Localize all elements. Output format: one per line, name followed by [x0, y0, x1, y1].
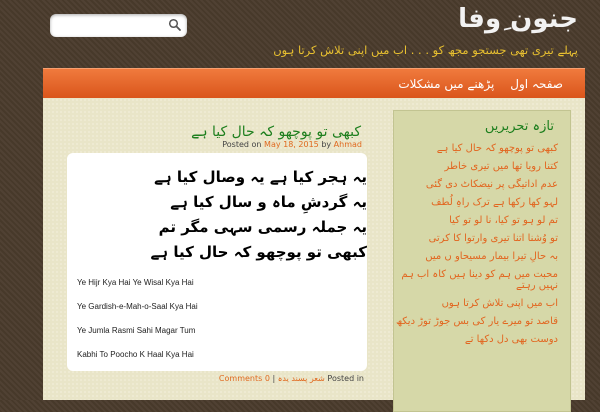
search-box: [50, 14, 187, 37]
by-label: by: [321, 140, 332, 149]
recent-post-link[interactable]: دوست بھی دل دکھا تے: [464, 334, 558, 345]
roman-transliteration: [77, 276, 198, 371]
nav-item-home[interactable]: صفحہ اول: [510, 77, 563, 91]
search-icon[interactable]: [168, 18, 182, 32]
poetry-line: یہ گردشِ ماہ و سال کیا ہے: [170, 193, 367, 211]
roman-line: Ye Gardish-e-Mah-o-Saal Kya Hai: [77, 302, 198, 311]
roman-line: Ye Hijr Kya Hai Ye Wisal Kya Hai: [77, 278, 194, 287]
recent-post-link[interactable]: محبت میں ہم کو دینا ہیں کاہ اب ہم نہیں رہتے: [401, 269, 558, 291]
recent-post-link[interactable]: عدم اداتیگی پر نیضکاٹ دی گئی: [425, 179, 558, 190]
post-title[interactable]: کبھی تو پوچھو کہ حال کیا ہے: [191, 124, 361, 140]
post-date-link[interactable]: May 18, 2015: [264, 140, 319, 149]
poetry-verses: [77, 165, 367, 265]
posted-in-label: Posted in: [327, 374, 364, 383]
poetry-line: یہ جملہ رسمی سہی مگر تم: [158, 218, 367, 236]
search-input[interactable]: [54, 16, 166, 36]
post-author-link[interactable]: Ahmad: [333, 140, 362, 149]
poetry-line: یہ ہجر کیا ہے یہ وصال کیا ہے: [154, 168, 367, 186]
roman-line: Kabhi To Poocho K Haal Kya Hai: [77, 350, 194, 359]
site-title[interactable]: جنون ِوفا: [458, 4, 578, 34]
main-nav: [43, 68, 585, 99]
recent-post-link[interactable]: لہو کھا رکھا ہے ترک راہِ لُطف: [431, 197, 558, 208]
comments-link[interactable]: Comments 0: [218, 374, 270, 383]
recent-posts-title: تازہ تحریریں: [484, 119, 554, 134]
recent-post-link[interactable]: کتنا رویا تھا میں تیری خاطر: [444, 161, 558, 172]
page-body: [43, 98, 585, 400]
recent-post-link[interactable]: اب میں اپنی تلاش کرتا ہوں: [441, 298, 558, 309]
footer-separator: |: [272, 374, 276, 383]
recent-post-link[interactable]: کبھی تو پوچھو کہ حال کیا ہے: [436, 143, 558, 154]
site-tagline: پہلے تیری تھی جستجو مجھ کو . . . اب میں اپنی تلاش کرتا ہوں: [273, 43, 578, 57]
posted-on-label: Posted on: [222, 140, 262, 149]
roman-line: Ye Jumla Rasmi Sahi Magar Tum: [77, 326, 196, 335]
recent-post-link[interactable]: قاصد تو میرے یار کی بس جوڑ توڑ دیکھ: [395, 316, 558, 327]
post-area: [43, 98, 373, 400]
poetry-line: کبھی تو پوچھو کہ حال کیا ہے: [150, 243, 367, 261]
recent-post-link[interactable]: تو وُشنا اتنا تیری وارتوا کا کرتی: [428, 233, 558, 244]
recent-post-link[interactable]: بہ حالِ تیرا بیمار مسیحاو ں میں: [425, 251, 558, 262]
nav-item-reading-difficulties[interactable]: پڑھنے میں مشکلات: [398, 77, 495, 91]
recent-post-link[interactable]: تم لو ہو تو کیا، نا لو تو کیا: [449, 215, 558, 226]
category-link[interactable]: شعر پسند یدہ: [277, 374, 325, 383]
post-content: [67, 153, 367, 371]
post-footer: [219, 374, 364, 383]
recent-posts-list: [394, 143, 558, 352]
sidebar: [393, 110, 571, 412]
post-meta: [222, 140, 362, 149]
